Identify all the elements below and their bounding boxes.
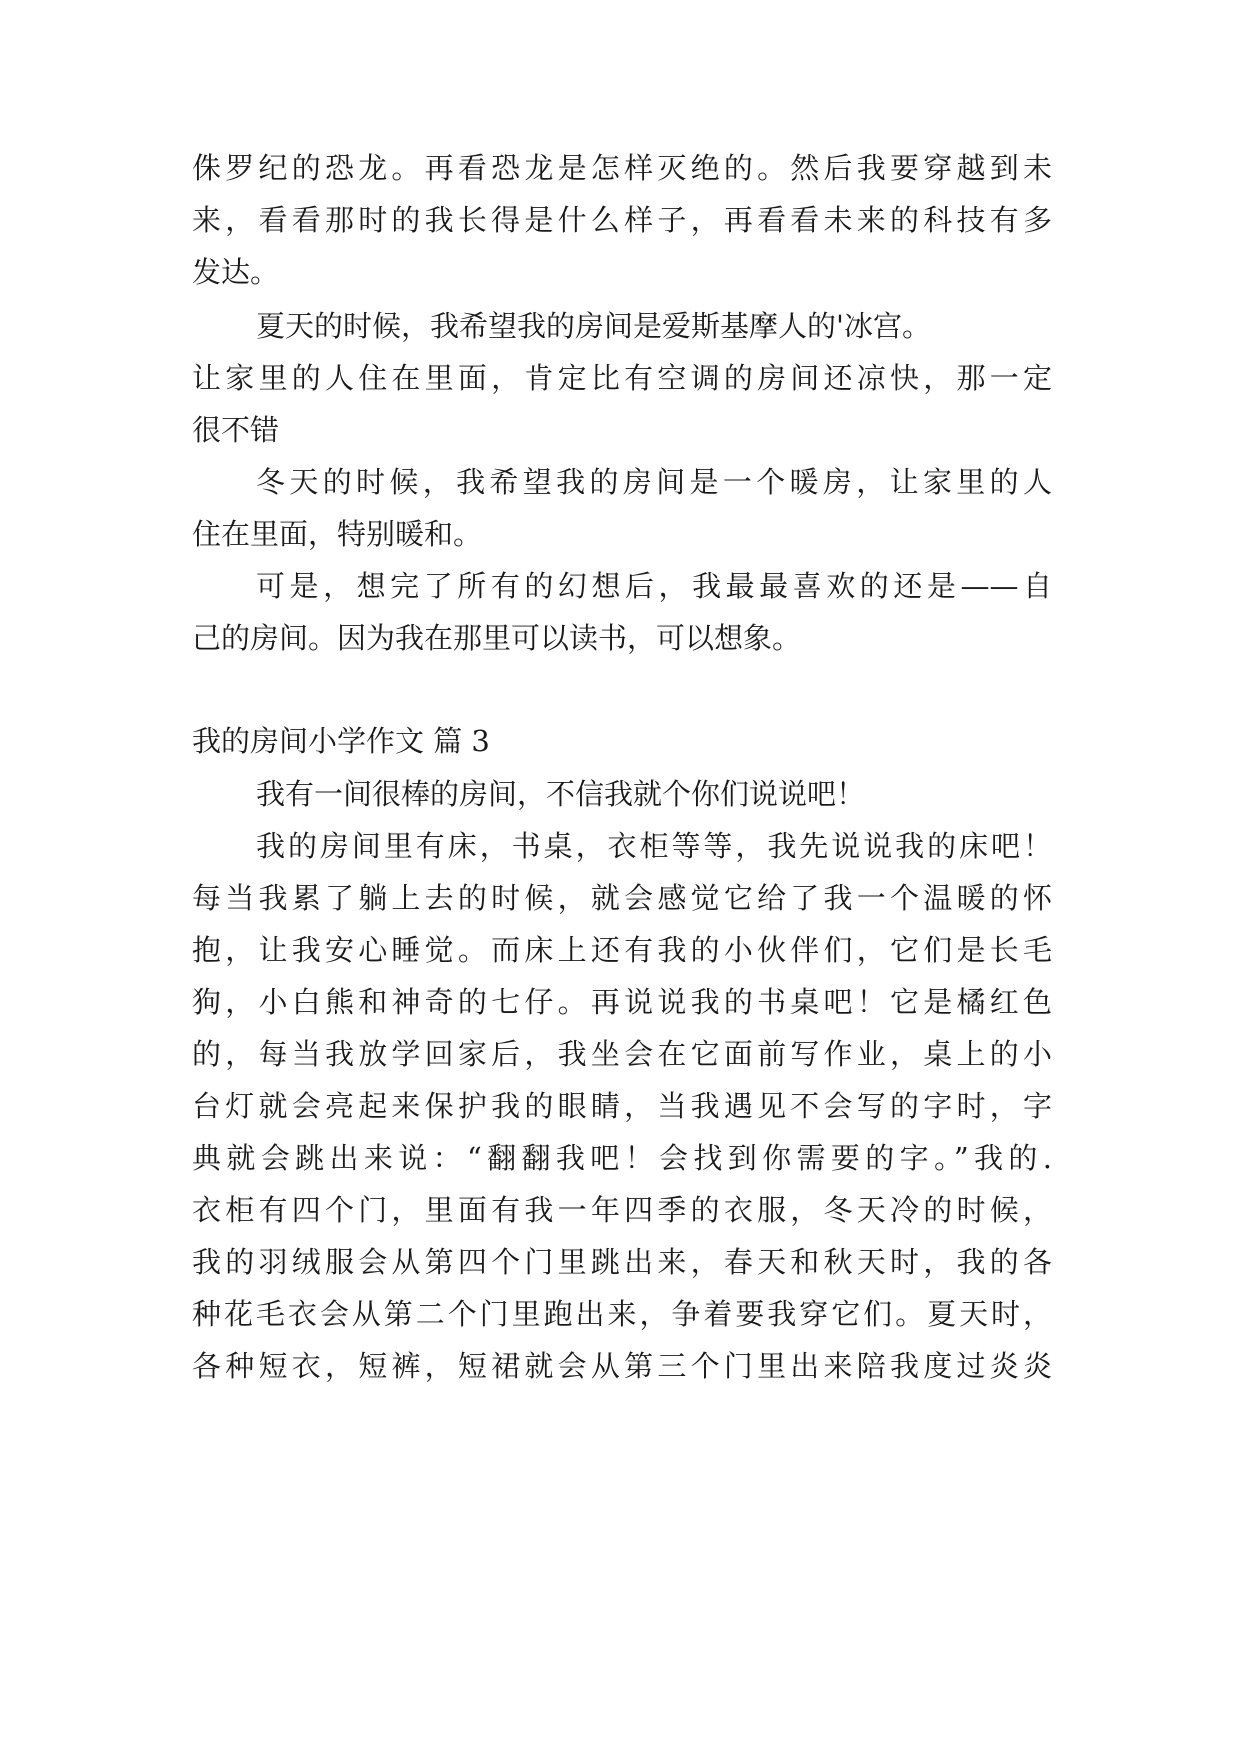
text-line: 我的房间里有床，书桌，衣柜等等，我先说说我的床吧！ (256, 829, 1052, 863)
text-line: 住在里面，特别暖和。 (192, 517, 483, 551)
text-line: 侏罗纪的恐龙。再看恐龙是怎样灭绝的。然后我要穿越到未 (192, 151, 1052, 185)
text-line: 冬天的时候，我希望我的房间是一个暖房，让家里的人 (256, 465, 1052, 499)
text-line: 来，看看那时的我长得是什么样子，再看看未来的科技有多 (192, 203, 1052, 237)
text-line: 典就会跳出来说：“翻翻我吧！会找到你需要的字。”我的. (192, 1141, 1052, 1175)
text-line: 己的房间。因为我在那里可以读书，可以想象。 (192, 621, 802, 655)
text-line: 发达。 (192, 255, 280, 289)
text-line: 衣柜有四个门，里面有我一年四季的衣服，冬天冷的时候， (192, 1193, 1052, 1227)
text-line: 很不错 (192, 413, 280, 447)
text-line: 可是，想完了所有的幻想后，我最最喜欢的还是——自 (256, 569, 1052, 603)
text-line: 让家里的人住在里面，肯定比有空调的房间还凉快，那一定 (192, 361, 1052, 395)
text-line: 种花毛衣会从第二个门里跑出来，争着要我穿它们。夏天时， (192, 1297, 1052, 1331)
text-line: 抱，让我安心睡觉。而床上还有我的小伙伴们，它们是长毛 (192, 933, 1052, 967)
text-line: 每当我累了躺上去的时候，就会感觉它给了我一个温暖的怀 (192, 881, 1052, 915)
text-line: 台灯就会亮起来保护我的眼睛，当我遇见不会写的字时，字 (192, 1089, 1052, 1123)
text-line: 的，每当我放学回家后，我坐会在它面前写作业，桌上的小 (192, 1037, 1052, 1071)
text-line: 狗，小白熊和神奇的七仔。再说说我的书桌吧！它是橘红色 (192, 985, 1052, 1019)
text-line: 我的羽绒服会从第四个门里跳出来，春天和秋天时，我的各 (192, 1245, 1052, 1279)
text-line: 各种短衣，短裤，短裙就会从第三个门里出来陪我度过炎炎 (192, 1349, 1052, 1383)
text-line: 我有一间很棒的房间，不信我就个你们说说吧！ (256, 777, 866, 811)
text-line: 夏天的时候，我希望我的房间是爱斯基摩人的'冰宫。 (256, 309, 931, 343)
section-heading: 我的房间小学作文 篇 3 (192, 724, 490, 758)
